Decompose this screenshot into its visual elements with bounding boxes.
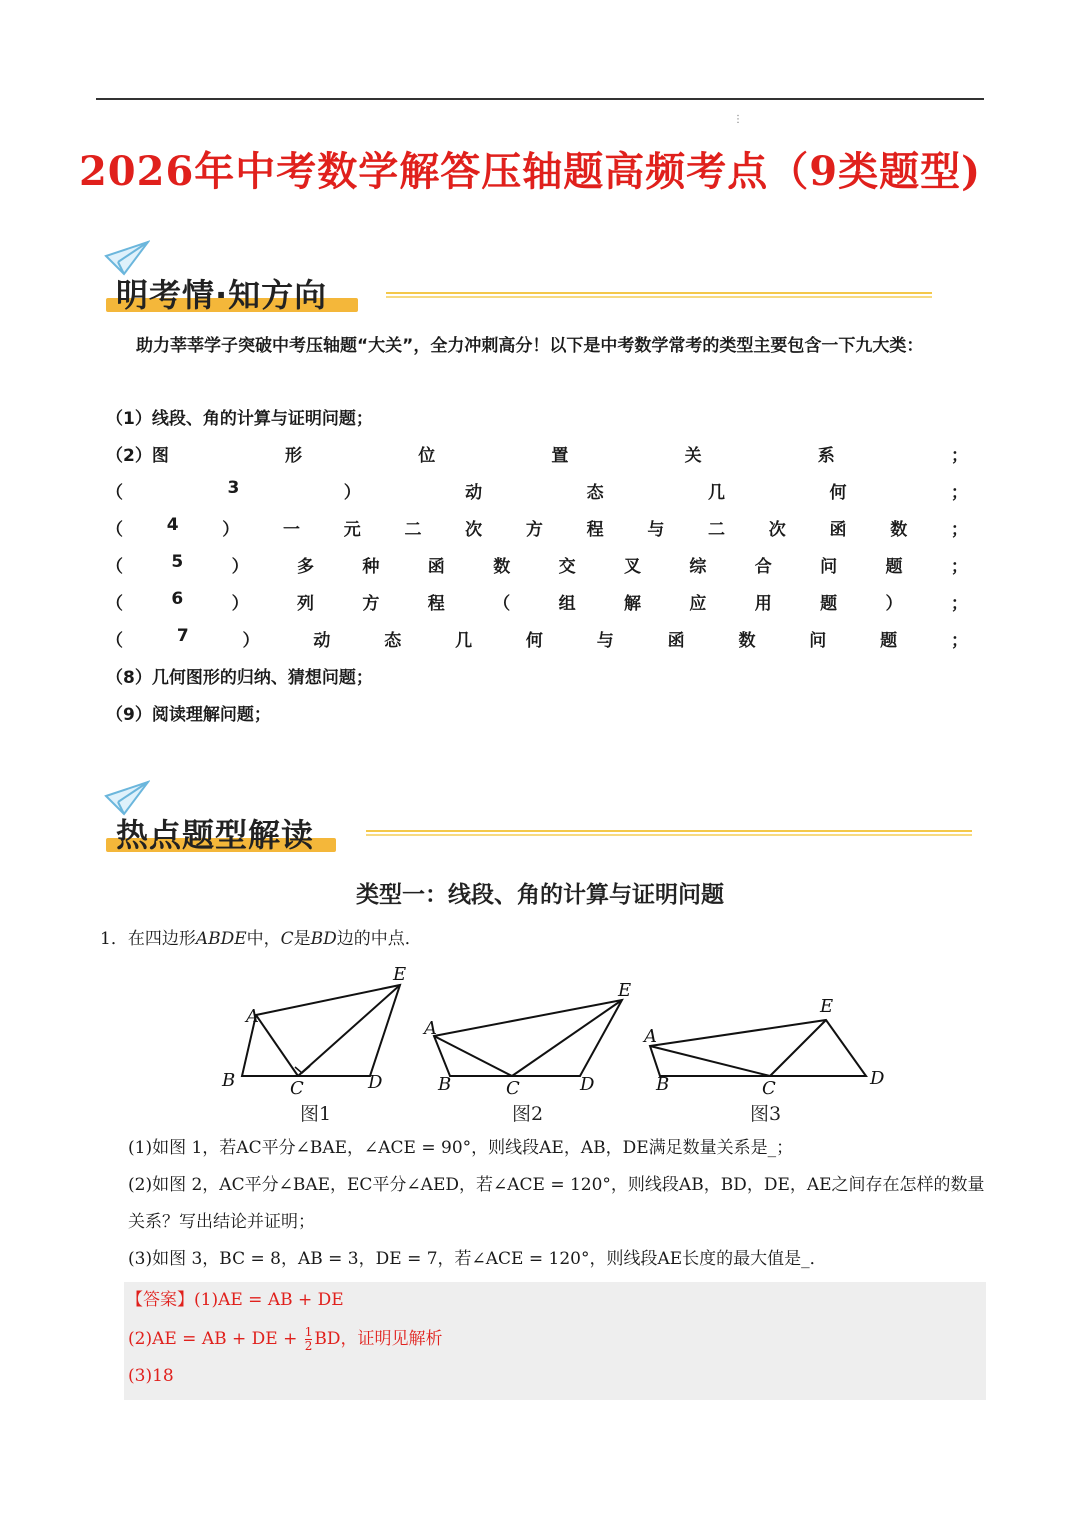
topic-item: （ 4 ） 一 元 二 次 方 程 与 二 次 函 数 ； — [106, 515, 968, 540]
fig3-label-a: A — [644, 1026, 657, 1047]
fig1-label-c: C — [290, 1078, 304, 1099]
fig1-label-e: E — [393, 964, 407, 985]
fig3-label-d: D — [870, 1068, 885, 1089]
topic-item: （ 5 ） 多 种 函 数 交 叉 综 合 问 题 ； — [106, 552, 968, 577]
section-heading-1 — [104, 240, 364, 320]
question-number: 1． — [100, 929, 128, 949]
fig2-label-d: D — [580, 1074, 595, 1095]
topic-item: （1）线段、角的计算与证明问题； — [106, 409, 373, 429]
fig2-label-b: B — [438, 1074, 452, 1095]
topic-item: （ 6 ） 列 方 程 （ 组 解 应 用 题 ） ； — [106, 589, 968, 614]
answer-line-2: (2)AE = AB + DE + $\frac{1}{2}$ BD，证明见解析 — [128, 1325, 443, 1353]
fig1-label-a: A — [246, 1006, 259, 1027]
topic-item: （8）几何图形的归纳、猜想问题； — [106, 668, 373, 688]
top-rule — [96, 98, 984, 100]
fig1-caption: 图1 — [300, 1103, 332, 1125]
section-heading-label: 明考情·知方向 — [116, 276, 328, 314]
page-title: 2026年中考数学解答压轴题高频考点（9类题型) — [78, 148, 982, 195]
fig2-label-e: E — [618, 980, 632, 1001]
question-part-2: (2)如图 2，AC平分∠BAE，EC平分∠AED，若∠ACE = 120°，则线段AB，BD，DE，AE之间存在怎样的数量关系？写出结论并证明； — [128, 1175, 985, 1232]
fig3-label-b: B — [656, 1074, 670, 1095]
fig2-label-a: A — [424, 1018, 437, 1039]
figure-1 — [242, 985, 400, 1076]
question-stem: 1．在四边形ABDE中，C是BD边的中点． — [100, 929, 422, 949]
answer-line-1: 【答案】(1)AE = AB + DE — [126, 1290, 344, 1310]
geometry-figures — [210, 960, 910, 1130]
section-heading-label: 热点题型解读 — [116, 816, 315, 854]
fig3-caption: 图3 — [750, 1103, 782, 1125]
fraction: $\frac{1}{2}$ — [304, 1325, 313, 1353]
figure-2 — [434, 1000, 622, 1076]
topic-item: （2）图 形 位 置 关 系 ； — [106, 446, 968, 466]
intro-paragraph: 助力莘莘学子突破中考压轴题“大关”，全力冲刺高分！以下是中考数学常考的类型主要包含一下九大类： — [136, 336, 924, 356]
question-part-3: (3)如图 3，BC = 8，AB = 3，DE = 7，若∠ACE = 120°，则线段AE长度的最大值是_． — [128, 1249, 827, 1269]
fig3-label-c: C — [762, 1078, 776, 1099]
heading-rule — [366, 830, 972, 836]
topic-item: （ 7 ） 动 态 几 何 与 函 数 问 题 ； — [106, 626, 968, 651]
answer-label: 【答案】 — [126, 1290, 194, 1310]
question-part-1: (1)如图 1，若AC平分∠BAE，∠ACE = 90°，则线段AE，AB，DE满足数量关系是_； — [128, 1138, 794, 1158]
fig1-label-b: B — [222, 1070, 236, 1091]
type-title: 类型一：线段、角的计算与证明问题 — [356, 882, 724, 908]
topic-item: （9）阅读理解问题； — [106, 705, 271, 725]
section-heading-2 — [104, 780, 344, 860]
answer-line-3: (3)18 — [128, 1366, 174, 1386]
heading-rule — [386, 292, 932, 298]
fig1-label-d: D — [368, 1072, 383, 1093]
fig2-caption: 图2 — [512, 1103, 544, 1125]
corner-mark: ⋮ — [733, 114, 743, 125]
fig3-label-e: E — [820, 996, 834, 1017]
figure-3 — [650, 1020, 866, 1076]
fig2-label-c: C — [506, 1078, 520, 1099]
topic-item: （ 3 ） 动 态 几 何 ； — [106, 478, 968, 503]
